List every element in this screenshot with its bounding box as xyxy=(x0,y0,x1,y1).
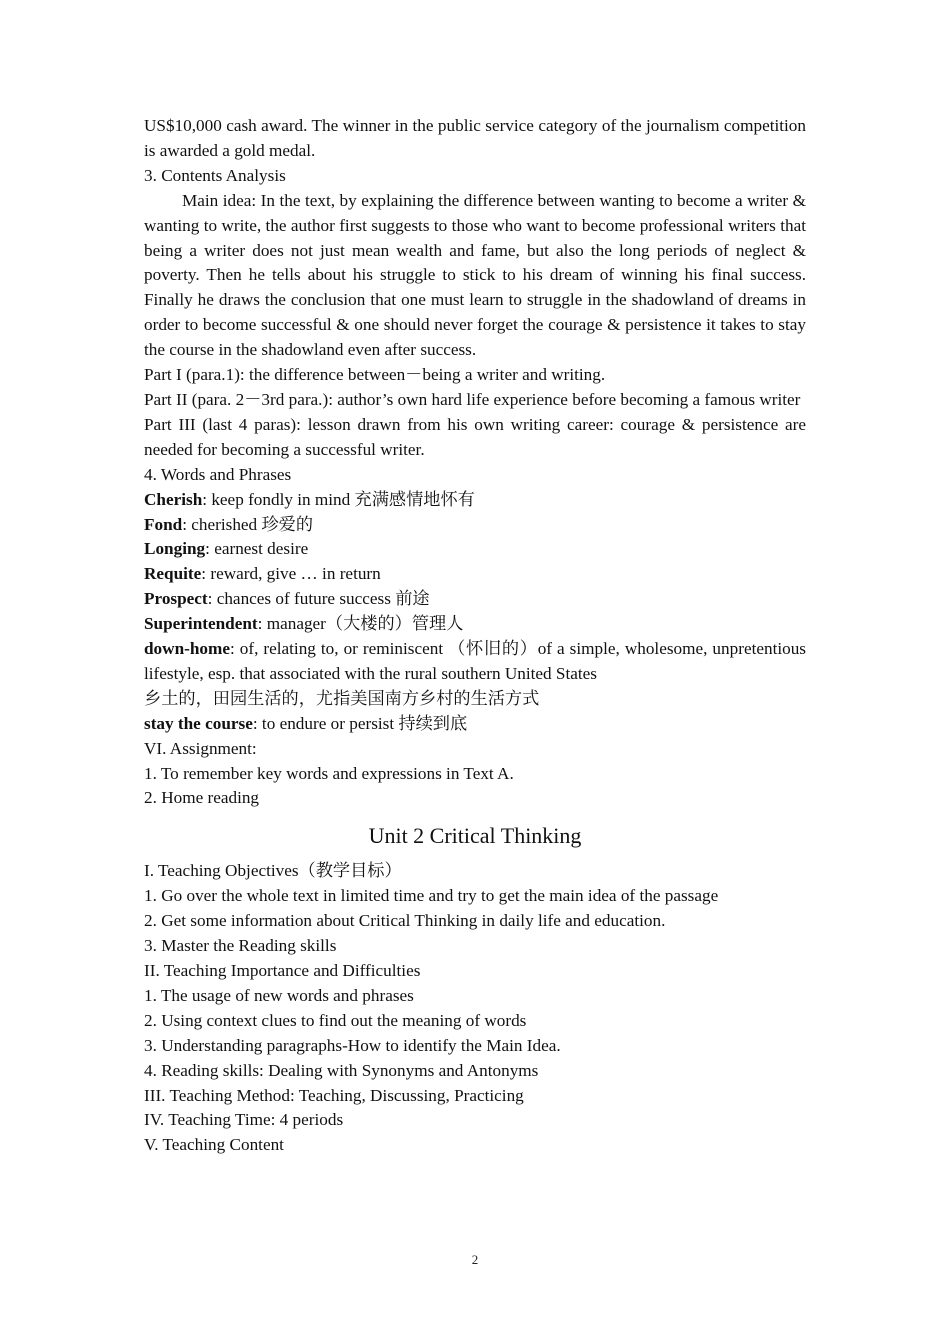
word-entry xyxy=(144,712,806,737)
unit-line: 1. The usage of new words and phrases xyxy=(144,985,414,1005)
word-entry xyxy=(144,537,806,562)
word-term: Superintendent xyxy=(144,614,258,634)
word-term: Requite xyxy=(144,564,202,584)
word-entry xyxy=(144,587,806,612)
unit-line: 4. Reading skills: Dealing with Synonyms and Antonyms xyxy=(144,1060,539,1080)
word-term: Prospect xyxy=(144,589,208,609)
word-term: down-home xyxy=(144,639,230,659)
unit-line: 3. Master the Reading skills xyxy=(144,936,337,956)
part-three: Part III (last 4 paras): lesson drawn from his own writing career: courage & persistence are needed for becoming a successful writer. xyxy=(144,414,806,459)
page-number: 2 xyxy=(471,1252,479,1267)
word-term: Cherish xyxy=(144,489,203,509)
word-entry xyxy=(144,637,806,687)
unit-line: 1. Go over the whole text in limited time and try to get the main idea of the passage xyxy=(144,886,719,906)
award-paragraph: US$10,000 cash award. The winner in the public service category of the journalism competition is awarded a gold medal. xyxy=(144,116,806,160)
unit-line: III. Teaching Method: Teaching, Discussing, Practicing xyxy=(144,1085,524,1105)
word-entry-chinese xyxy=(144,687,806,712)
word-definition: : of, relating to, or reminiscent （怀旧的）of a simple, wholesome, unpretentious lifestyle, esp. that associated with the rural southern United States xyxy=(144,639,806,683)
word-definition: : cherished 珍爱的 xyxy=(182,514,314,534)
part-one: Part I (para.1): the difference between－being a writer and writing. xyxy=(144,365,606,385)
assignment-item: 1. To remember key words and expressions in Text A. xyxy=(144,763,514,783)
unit-line: 2. Using context clues to find out the meaning of words xyxy=(144,1010,527,1030)
document-page xyxy=(144,114,806,1158)
contents-analysis-heading: 3. Contents Analysis xyxy=(144,165,286,185)
word-definition: : keep fondly in mind 充满感情地怀有 xyxy=(202,489,475,509)
word-term: Fond xyxy=(144,514,183,534)
word-definition: : reward, give … in return xyxy=(201,564,381,584)
unit-line: I. Teaching Objectives（教学目标） xyxy=(144,861,402,881)
word-term: stay the course xyxy=(144,713,253,733)
word-definition: : manager（大楼的）管理人 xyxy=(257,614,464,634)
word-entry xyxy=(144,612,806,637)
unit-line: 3. Understanding paragraphs-How to identify the Main Idea. xyxy=(144,1035,561,1055)
unit-line: 2. Get some information about Critical Thinking in daily life and education. xyxy=(144,911,666,931)
assignment-heading: VI. Assignment: xyxy=(144,738,257,758)
word-entry xyxy=(144,513,806,538)
assignment-item: 2. Home reading xyxy=(144,788,260,808)
words-phrases-heading: 4. Words and Phrases xyxy=(144,464,292,484)
word-term: Longing xyxy=(144,539,206,559)
unit-title: Unit 2 Critical Thinking xyxy=(368,823,582,849)
word-definition: : chances of future success 前途 xyxy=(207,589,430,609)
main-idea-paragraph: Main idea: In the text, by explaining the difference between wanting to become a writer & wanting to write, the author first suggests to those who want to become professional writers that being a writer does not just mean wealth and fame, but also the long periods of neglect & poverty. Then he tells about his struggle to stick to his dream of winning his final success. Finally he draws the conclusion that one must learn to struggle in the shadowland of dreams in order to become successful & one should never forget the courage & persistence it takes to stay the course in the shadowland even after success. xyxy=(144,190,806,360)
unit-line: V. Teaching Content xyxy=(144,1135,284,1155)
word-entry xyxy=(144,562,806,587)
word-definition: : earnest desire xyxy=(205,539,309,559)
word-entry xyxy=(144,488,806,513)
word-definition: 乡土的，田园生活的，尤指美国南方乡村的生活方式 xyxy=(144,688,540,708)
unit-line: II. Teaching Importance and Difficulties xyxy=(144,961,421,980)
word-definition: : to endure or persist 持续到底 xyxy=(252,713,468,733)
part-two: Part II (para. 2－3rd para.): author’s own hard life experience before becoming a famous writer xyxy=(144,389,801,409)
unit-line: IV. Teaching Time: 4 periods xyxy=(144,1110,344,1130)
